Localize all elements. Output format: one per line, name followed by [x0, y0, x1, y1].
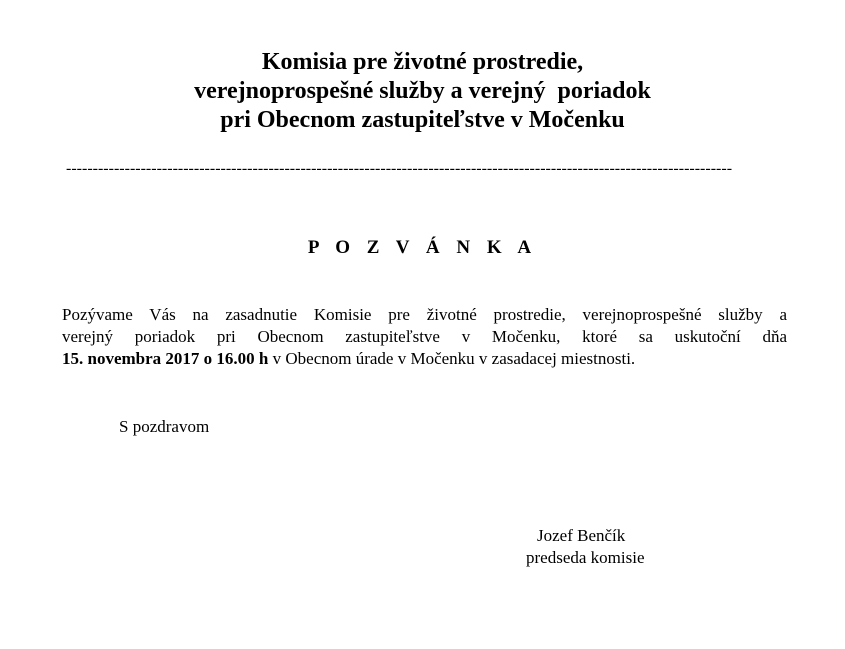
meeting-date: 15. novembra 2017 o 16.00 h [62, 349, 269, 368]
meeting-location: v Obecnom úrade v Močenku v zasadacej miestnosti. [268, 349, 636, 368]
body-line-3 [62, 348, 787, 370]
signature-block [526, 525, 645, 569]
header-line-3: pri Obecnom zastupiteľstve v Močenku [220, 107, 625, 133]
header-line-1: Komisia pre životné prostredie, [261, 49, 584, 75]
body-line-1: Pozývame Vás na zasadnutie Komisie pre životné prostredie, verejnoprospešné služby a [62, 305, 787, 324]
document-title: P O Z V Á N K A [307, 237, 538, 258]
signatory-name: Jozef Benčík [537, 526, 626, 545]
greeting: S pozdravom [119, 417, 210, 436]
document-header [0, 48, 845, 135]
header-line-2: verejnoprospešné služby a verejný poriadok [194, 78, 651, 104]
invitation-body [62, 304, 787, 370]
dashed-separator: ----------------------------------------------------------------------------------------------------------------------------- [66, 160, 733, 177]
body-line-2: verejný poriadok pri Obecnom zastupiteľstve v Močenku, ktoré sa uskutoční dňa [62, 327, 787, 346]
signatory-role: predseda komisie [526, 548, 645, 567]
